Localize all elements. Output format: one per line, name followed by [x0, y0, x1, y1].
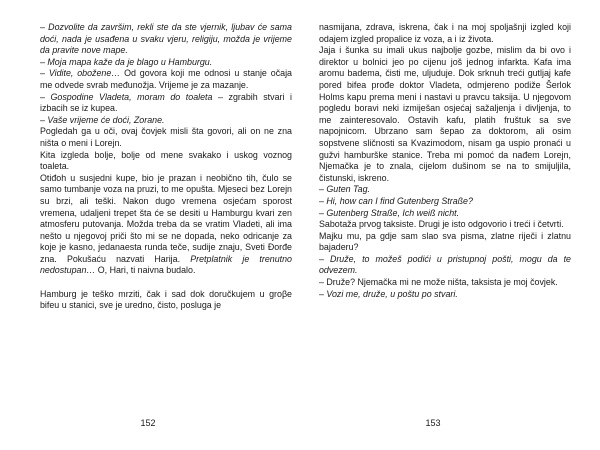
left-paragraph: – Vaše vrijeme će doći, Zorane. [40, 114, 165, 125]
paragraph-rest: – zgrabih stvari i izbacih se iz kupea. [40, 91, 293, 114]
italic-fragment: Pretplatnik je trenutno nedostupan… [40, 253, 292, 276]
left-paragraph: Pogledah ga u oči, ovaj čovjek misli šta govori, ali on ne zna ništa o meni i Lorejn. [40, 126, 292, 148]
right-paragraph: – Vozi me, druže, u poštu po stvari. [319, 288, 458, 299]
left-page [40, 22, 292, 312]
left-paragraph [40, 68, 292, 91]
page-number-right: 153 [425, 418, 441, 428]
right-paragraph: – Hi, how can I find Gutenberg Straße? [319, 195, 473, 206]
paragraph-text: O, Hari, ti naivna budalo. [95, 265, 196, 276]
right-paragraph: – Guten Tag. [319, 184, 370, 195]
left-paragraph [40, 173, 292, 277]
right-page [319, 22, 571, 300]
left-paragraph: – Dozvolite da završim, rekli ste da ste vjernik, ljubav će sama doći, nada je usađena u svaku vjeru, religiju, možda je vrijeme da pravite nove mape. [40, 22, 292, 56]
paragraph-text: Otiđoh u susjedni kupe, bio je prazan i neobično tih, čulo se samo tumbanje voza na pruzi, to me opušta. Mjeseci bez Lorejn su brzi, ali teški. Nakon dugo vremena osjećam sporost vremena, udaljeni trepet šta će se desiti u Hamburgu kvari zen atmosferu putovanja. Možda treba da se vratim Vladeti, ali ima nešto u njegovoj priči što mi se ne dopada, neko odricanje za koje je kasno, jedanaesta runda teče, sudije znaju, Sveti Đorđe zna. Pokušaću nazvati Harija. [40, 172, 292, 264]
right-paragraph: Jaja i šunka su imali ukus najbolje gozbe, mislim da bi ovo i direktor u bolnici jeo po cijenu još jednog infarkta. Kafa ima aromu badema, čisti me, uljuduje. Dok srknuh treći gutljaj kafe pored bifea prođe doktor Vladeta, odmjereno podiže Šerlok Holms kapu prema meni i nastavi u pravcu taksija. U njegovom pogledu boravi neki izmiješan osjećaj sažaljenja i divljenja, to me zainteresovalo. Ostavih kafu, platih fruštuk sa sve napojnicom. Ubrzano sam šepao za doktorom, ali osim sopstvene sličnosti sa Kvazimodom, nisam ga uspio pronaći u gužvi hamburške stanice. Treba mi pomoć da nađem Lorejn, Njemačka je to znala, cijelom dušinom se na to smijuljila, čistunski, iskreno. [319, 45, 571, 183]
right-paragraph: nasmijana, zdrava, iskrena, čak i na moj spoljašnji izgled koji odajem izgled propalice iz voza, a i iz života. [319, 22, 571, 44]
left-paragraph [40, 92, 292, 115]
italic-fragment: – Gospodine Vladeta, moram do toaleta [40, 91, 213, 102]
page-number-left: 152 [140, 418, 156, 428]
italic-fragment: – Vidite, obožene… [40, 68, 121, 79]
left-paragraph: – Moja mapa kaže da je blago u Hamburgu. [40, 56, 213, 67]
paragraph-rest: Od govora koji me odnosi u stanje očaja me odvede svrab međunožja. Vrijeme je za mazanje. [40, 68, 292, 90]
right-paragraph: – Druže? Njemačka mi ne može ništa, taksista je moj čovjek. [319, 277, 558, 288]
right-paragraph: – Druže, to možeš podići u pristupnoj pošti, mogu da te odvezem. [319, 253, 571, 276]
left-paragraph: Hamburg je teško mrziti, čak i sad dok doručkujem u groβe bifeu u stanici, sve je uredno, čisto, posluga je [40, 288, 292, 311]
right-paragraph: Majku mu, pa gdje sam slao sva pisma, zlatne riječi i zlatnu bajaderu? [319, 230, 571, 253]
left-paragraph: Kita izgleda bolje, bolje od mene svakako i uskog voznog toaleta. [40, 149, 292, 172]
right-paragraph: – Gutenberg Straße, Ich weiß nicht. [319, 207, 460, 218]
right-paragraph: Sabotaža prvog taksiste. Drugi je isto odgovorio i treći i četvrti. [319, 219, 564, 230]
